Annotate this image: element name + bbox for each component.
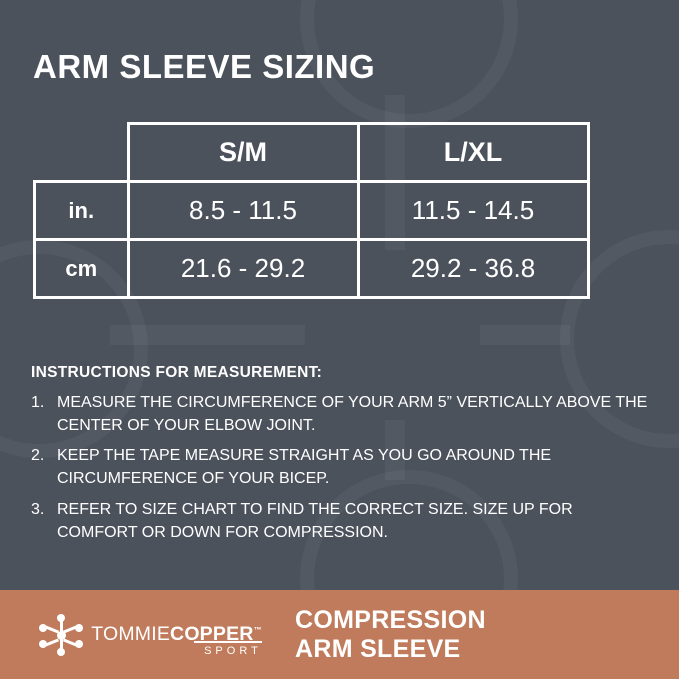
list-item	[31, 499, 651, 544]
cell-inches-sm: 8.5 - 11.5	[128, 182, 358, 240]
product-name	[295, 606, 486, 664]
footer-bar	[0, 590, 679, 679]
brand-subline: SPORT	[194, 641, 262, 657]
table-row	[35, 182, 589, 240]
product-name-line1: COMPRESSION	[295, 605, 486, 634]
brand-name-first: TOMMIE	[91, 623, 171, 645]
brand-name-second: COPPER	[170, 623, 254, 645]
instructions-section	[31, 364, 651, 552]
instructions-heading: INSTRUCTIONS FOR MEASUREMENT:	[31, 364, 323, 381]
watermark-link-horizontal-right	[480, 325, 570, 345]
cell-inches-lxl: 11.5 - 14.5	[358, 182, 588, 240]
list-item	[31, 392, 651, 437]
instruction-number-3: 3.	[31, 500, 45, 518]
table-header-row	[35, 124, 589, 182]
instruction-text-3: REFER TO SIZE CHART TO FIND THE CORRECT SIZE. SIZE UP FOR COMFORT OR DOWN FOR COMPRESSION.	[57, 500, 573, 541]
instruction-number-1: 1.	[31, 394, 45, 411]
instruction-text-1: MEASURE THE CIRCUMFERENCE OF YOUR ARM 5” VERTICALLY ABOVE THE CENTER OF YOUR ELBOW JOINT.	[57, 394, 648, 434]
product-name-line2: ARM SLEEVE	[295, 634, 461, 663]
row-label-inches: in.	[35, 182, 129, 240]
watermark-link-horizontal-left	[110, 325, 305, 345]
brand-text	[91, 623, 262, 657]
table-header-lxl: L/XL	[358, 124, 588, 182]
instruction-number-2: 2.	[31, 447, 45, 465]
instructions-list	[31, 392, 651, 544]
page-title: ARM SLEEVE SIZING	[33, 48, 376, 85]
cell-cm-sm: 21.6 - 29.2	[128, 240, 358, 298]
cell-cm-lxl: 29.2 - 36.8	[358, 240, 588, 298]
tommie-copper-logo-icon	[39, 614, 83, 656]
table-header-sm: S/M	[128, 124, 358, 182]
table-corner-cell	[35, 124, 129, 182]
brand-lockup	[0, 614, 295, 656]
size-chart-table	[33, 122, 590, 299]
list-item	[31, 445, 651, 490]
table-row	[35, 240, 589, 298]
brand-trademark: ™	[253, 625, 262, 635]
row-label-cm: cm	[35, 240, 129, 298]
instruction-text-2: KEEP THE TAPE MEASURE STRAIGHT AS YOU GO AROUND THE CIRCUMFERENCE OF YOUR BICEP.	[57, 447, 552, 488]
